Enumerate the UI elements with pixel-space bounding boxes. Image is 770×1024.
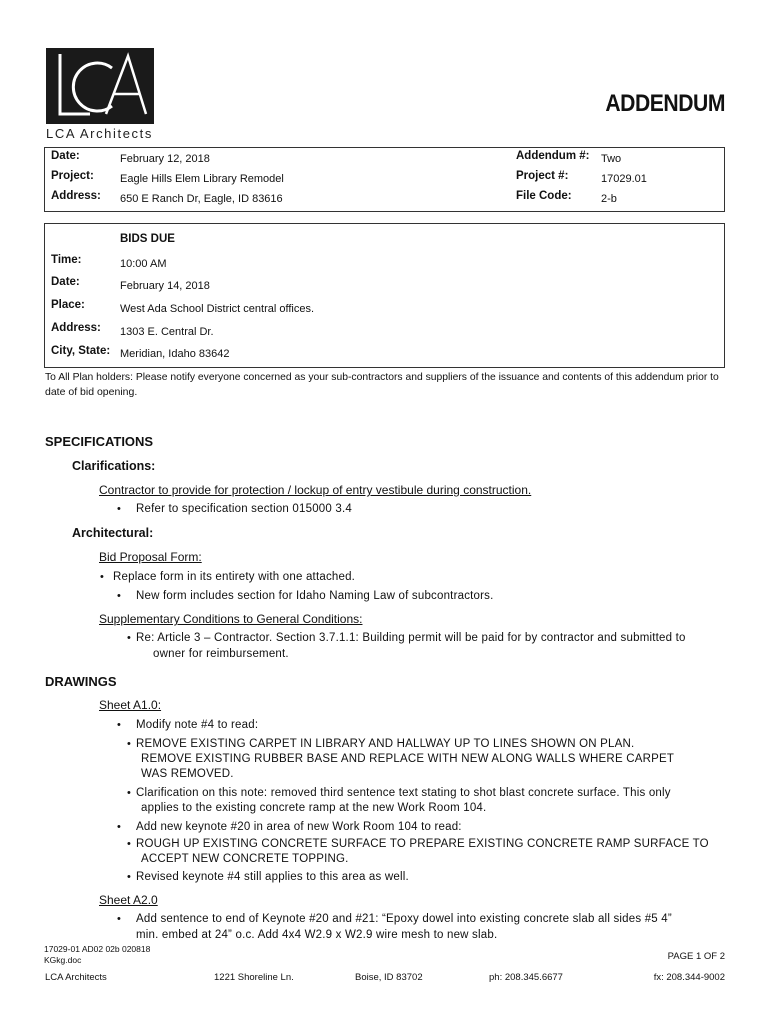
a10-item-1b-line-2: applies to the existing concrete ramp at the new Work Room 104. <box>141 802 487 814</box>
a10-item-2: Add new keynote #20 in area of new Work Room 104 to read: <box>136 821 462 833</box>
company-logo <box>46 48 154 124</box>
bid-place-label: Place: <box>51 299 85 311</box>
bullet-icon: • <box>117 503 121 515</box>
bullet-icon: • <box>117 913 121 925</box>
clarification-item-title: Contractor to provide for protection / lockup of entry vestibule during construction. <box>99 483 532 497</box>
supplementary-line-1: Re: Article 3 – Contractor. Section 3.7.1.1: Building permit will be paid for by contractor and submitted to <box>136 632 686 644</box>
bid-place-value: West Ada School District central offices. <box>120 303 315 315</box>
file-code-value: 2-b <box>601 193 617 205</box>
notice-line-1: To All Plan holders: Please notify everyone concerned as your sub-contractors and suppliers of the issuance and contents of this addendum prior to <box>45 371 719 383</box>
footer-company: LCA Architects <box>45 972 107 983</box>
bid-city-label: City, State: <box>51 345 111 357</box>
footer-street: 1221 Shoreline Ln. <box>214 972 294 983</box>
bullet-icon: • <box>127 871 131 883</box>
footer-doc-file: KGkg.doc <box>44 955 82 965</box>
footer-city: Boise, ID 83702 <box>355 972 423 983</box>
document-title: ADDENDUM <box>605 90 725 117</box>
bid-time-label: Time: <box>51 254 82 266</box>
specifications-heading: SPECIFICATIONS <box>45 434 154 449</box>
footer-fax: fx: 208.344-9002 <box>653 972 725 983</box>
date-label: Date: <box>51 150 80 162</box>
bid-date-value: February 14, 2018 <box>120 280 210 292</box>
a10-item-2b: Revised keynote #4 still applies to this area as well. <box>136 871 409 883</box>
a10-item-2a-line-1: ROUGH UP EXISTING CONCRETE SURFACE TO PREPARE EXISTING CONCRETE RAMP SURFACE TO <box>136 838 709 850</box>
bid-proposal-form-title: Bid Proposal Form: <box>99 550 202 564</box>
file-code-label: File Code: <box>516 190 572 202</box>
a10-item-1: Modify note #4 to read: <box>136 719 259 731</box>
address-label: Address: <box>51 190 101 202</box>
supplementary-conditions-title: Supplementary Conditions to General Conditions: <box>99 612 363 626</box>
bid-form-sub-item: New form includes section for Idaho Naming Law of subcontractors. <box>136 590 494 602</box>
page-number: PAGE 1 OF 2 <box>667 951 725 962</box>
bullet-icon: • <box>117 821 121 833</box>
bullet-icon: • <box>117 590 121 602</box>
bid-address-value: 1303 E. Central Dr. <box>120 326 214 338</box>
company-name: LCA Architects <box>46 126 153 141</box>
date-value: February 12, 2018 <box>120 153 210 165</box>
bullet-icon: • <box>100 571 104 583</box>
a10-item-1b-line-1: Clarification on this note: removed third sentence text stating to shot blast concrete surface. This only <box>136 787 671 799</box>
bullet-icon: • <box>127 632 131 644</box>
footer-phone: ph: 208.345.6677 <box>489 972 563 983</box>
project-number-value: 17029.01 <box>601 173 647 185</box>
a20-item-line-2: min. embed at 24” o.c. Add 4x4 W2.9 x W2.9 wire mesh to new slab. <box>136 929 498 941</box>
drawings-heading: DRAWINGS <box>45 674 117 689</box>
a10-item-2a-line-2: ACCEPT NEW CONCRETE TOPPING. <box>141 853 349 865</box>
clarifications-heading: Clarifications: <box>72 459 156 473</box>
project-number-label: Project #: <box>516 170 569 182</box>
clarification-item-text: Refer to specification section 015000 3.4 <box>136 503 352 515</box>
sheet-a20-title: Sheet A2.0 <box>99 893 158 907</box>
bid-time-value: 10:00 AM <box>120 258 167 270</box>
bid-address-label: Address: <box>51 322 101 334</box>
bullet-icon: • <box>117 719 121 731</box>
bullet-icon: • <box>127 738 131 750</box>
a10-item-1a-line-1: REMOVE EXISTING CARPET IN LIBRARY AND HALLWAY UP TO LINES SHOWN ON PLAN. <box>136 738 635 750</box>
a20-item-line-1: Add sentence to end of Keynote #20 and #21: “Epoxy dowel into existing concrete slab all sides #5 4” <box>136 913 672 925</box>
footer-doc-number: 17029-01 AD02 02b 020818 <box>44 944 151 954</box>
supplementary-line-2: owner for reimbursement. <box>153 648 289 660</box>
plan-holders-notice <box>45 370 735 400</box>
footer-document-id <box>44 944 150 966</box>
a10-item-1a-line-2: REMOVE EXISTING RUBBER BASE AND REPLACE WITH NEW ALONG WALLS WHERE CARPET <box>141 753 675 765</box>
project-value: Eagle Hills Elem Library Remodel <box>120 173 284 185</box>
bullet-icon: • <box>127 787 131 799</box>
addendum-value: Two <box>601 153 622 165</box>
architectural-heading: Architectural: <box>72 526 154 540</box>
bid-form-item: Replace form in its entirety with one attached. <box>113 571 356 583</box>
address-value: 650 E Ranch Dr, Eagle, ID 83616 <box>120 193 283 205</box>
notice-line-2: date of bid opening. <box>45 386 138 398</box>
project-label: Project: <box>51 170 94 182</box>
bids-due-heading: BIDS DUE <box>120 233 175 245</box>
bid-city-value: Meridian, Idaho 83642 <box>120 348 230 360</box>
sheet-a10-title: Sheet A1.0: <box>99 698 162 712</box>
addendum-label: Addendum #: <box>516 150 590 162</box>
a10-item-1a-line-3: WAS REMOVED. <box>141 768 234 780</box>
bullet-icon: • <box>127 838 131 850</box>
bid-date-label: Date: <box>51 276 80 288</box>
